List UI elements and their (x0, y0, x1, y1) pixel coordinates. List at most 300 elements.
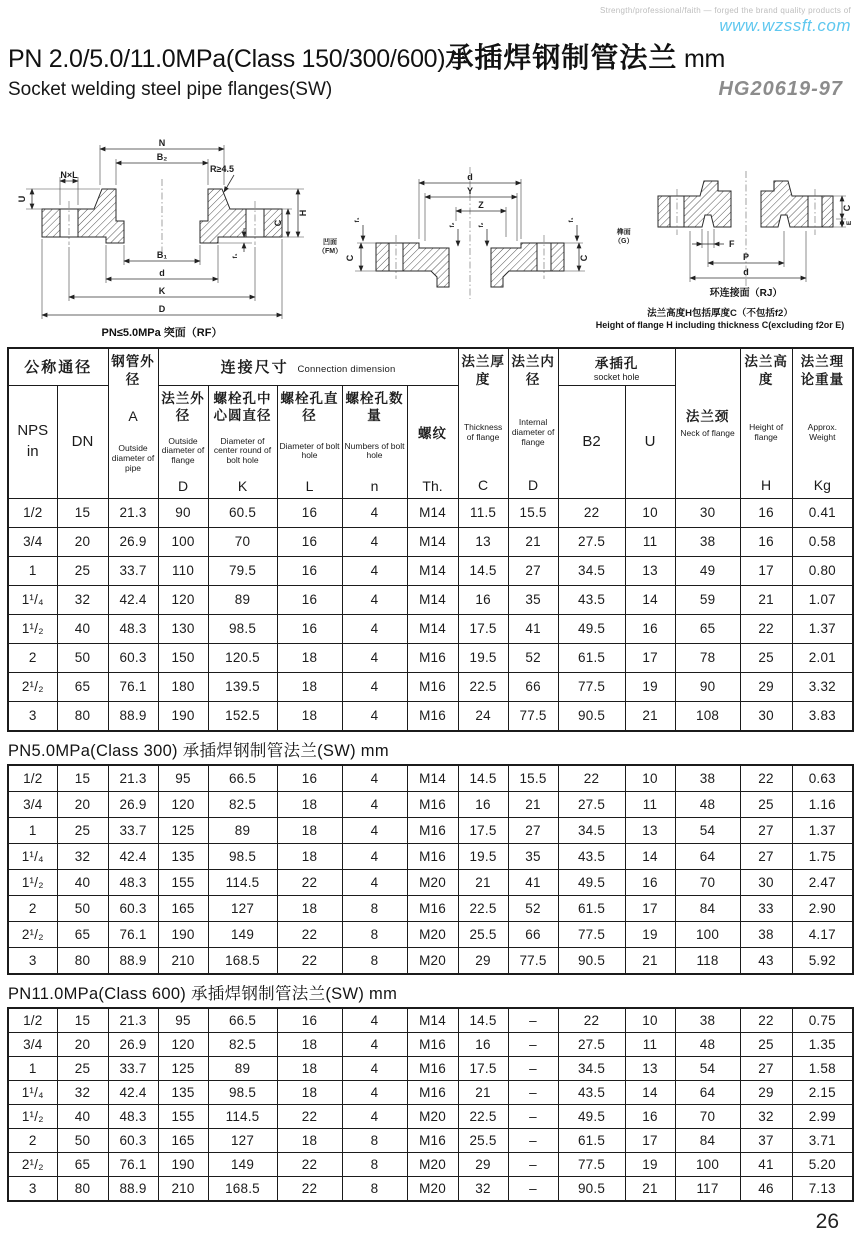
table-cell: 135 (158, 1080, 208, 1104)
table-cell: 1.75 (792, 843, 853, 869)
table-cell: 27 (740, 843, 792, 869)
dim-r-label: R≥4.5 (210, 163, 234, 174)
title-cjk: 承插焊钢制管法兰 (445, 42, 678, 73)
table-cell: 35 (508, 843, 558, 869)
watermark-tagline: Strength/professional/faith — forged the brand quality products of (599, 6, 851, 15)
table-cell: 22 (277, 1176, 342, 1201)
page-number: 26 (815, 1209, 839, 1233)
table-cell: 1.07 (792, 585, 853, 614)
table-cell: 33.7 (108, 817, 158, 843)
drawing-rf-flange-section (12, 129, 312, 344)
rj-hatched-body (658, 181, 833, 227)
header-nominal-diameter: 公称通径 (8, 348, 108, 386)
table-cell: 4 (342, 843, 407, 869)
table-cell: 59 (675, 585, 740, 614)
table-cell: 4 (342, 643, 407, 672)
table-cell: 100 (675, 921, 740, 947)
table-cell: 3 (8, 1176, 57, 1201)
table-cell: 8 (342, 1152, 407, 1176)
header-bolt-hole-diameter: 螺栓孔直径 Diameter of bolt hole L (277, 385, 342, 498)
table-cell: 21 (508, 791, 558, 817)
section-title-pn110: PN11.0MPa(Class 600) 承插焊钢制管法兰(SW) mm (8, 984, 398, 1003)
table-cell: 190 (158, 1152, 208, 1176)
table-cell: 18 (277, 817, 342, 843)
header-dn: DN (57, 385, 108, 498)
table-cell: – (508, 1080, 558, 1104)
table-cell: 18 (277, 701, 342, 731)
table-cell: 5.20 (792, 1152, 853, 1176)
table-cell: 2 (8, 1128, 57, 1152)
table-cell: 26.9 (108, 791, 158, 817)
table-cell: 66.5 (208, 765, 277, 792)
table-cell: 2.47 (792, 869, 853, 895)
table-cell: 16 (625, 869, 675, 895)
header-bolt-number: 螺栓孔数量 Numbers of bolt hole n (342, 385, 407, 498)
table-cell: 10 (625, 765, 675, 792)
table-cell: 32 (57, 843, 108, 869)
table-cell: 18 (277, 1056, 342, 1080)
table-cell: 48 (675, 791, 740, 817)
header-bolt-circle: 螺栓孔中心圆直径 Diameter of center round of bolt hole K (208, 385, 277, 498)
table-cell: 42.4 (108, 843, 158, 869)
header-socket-hole: 承插孔 socket hole (558, 348, 675, 386)
table-cell: 64 (675, 843, 740, 869)
table-cell: 41 (508, 614, 558, 643)
table-cell: M14 (407, 614, 458, 643)
table-cell: M16 (407, 1080, 458, 1104)
table-cell: 149 (208, 1152, 277, 1176)
table-cell: 27 (508, 817, 558, 843)
table-cell: 76.1 (108, 672, 158, 701)
table-cell: 46 (740, 1176, 792, 1201)
table-cell: 4 (342, 585, 407, 614)
dim-d-label: d (743, 266, 749, 277)
drawing-rj-flange-section (646, 141, 855, 301)
table-cell: 43 (740, 947, 792, 974)
table-row (8, 1056, 853, 1080)
table-cell: 100 (158, 527, 208, 556)
website-url: www.wzssft.com (719, 16, 851, 35)
table-cell: 2 (8, 643, 57, 672)
table-cell: 22 (277, 1104, 342, 1128)
table-cell: 16 (458, 585, 508, 614)
table-cell: 80 (57, 1176, 108, 1201)
table-cell: 1¹/₄ (8, 1080, 57, 1104)
table-row (8, 947, 853, 974)
rj-caption: 环连接面（RJ） (709, 287, 783, 299)
table-cell: 70 (208, 527, 277, 556)
table-cell: 1¹/₂ (8, 869, 57, 895)
table-cell: M16 (407, 1128, 458, 1152)
table-cell: 10 (625, 1008, 675, 1033)
table-cell: 25.5 (458, 921, 508, 947)
dim-k-label: K (158, 285, 166, 296)
table-cell: 118 (675, 947, 740, 974)
table-cell: 40 (57, 869, 108, 895)
table-cell: 11 (625, 791, 675, 817)
table-cell: 14.5 (458, 1008, 508, 1033)
table-cell: M20 (407, 921, 458, 947)
table-cell: 18 (277, 791, 342, 817)
header-b2: B2 (558, 385, 625, 498)
table-row (8, 817, 853, 843)
table-cell: 25 (740, 1032, 792, 1056)
table-cell: 3/4 (8, 1032, 57, 1056)
table-cell: 98.5 (208, 614, 277, 643)
table-cell: 16 (277, 527, 342, 556)
table-cell: 49.5 (558, 1104, 625, 1128)
table-cell: 65 (675, 614, 740, 643)
table-cell: 95 (158, 1008, 208, 1033)
table-cell: 1.35 (792, 1032, 853, 1056)
table-cell: 22 (558, 498, 625, 527)
table-cell: 16 (277, 1008, 342, 1033)
table-cell: 3 (8, 947, 57, 974)
table-cell: 16 (277, 585, 342, 614)
table-cell: 14 (625, 585, 675, 614)
table-cell: 21.3 (108, 1008, 158, 1033)
table-cell: 150 (158, 643, 208, 672)
table-cell: 0.58 (792, 527, 853, 556)
table-cell: 1¹/₄ (8, 843, 57, 869)
table-cell: 155 (158, 1104, 208, 1128)
table-cell: 30 (740, 869, 792, 895)
table-cell: 4 (342, 1008, 407, 1033)
table-cell: 10 (625, 498, 675, 527)
table-cell: 29 (458, 947, 508, 974)
table-cell: 30 (740, 701, 792, 731)
table-cell: 79.5 (208, 556, 277, 585)
table-cell: 40 (57, 614, 108, 643)
table-cell: 60.3 (108, 895, 158, 921)
header-flange-thickness: 法兰厚度 Thickness of flange C (458, 348, 508, 499)
table-cell: 16 (458, 791, 508, 817)
table-cell: M14 (407, 765, 458, 792)
table-cell: 1 (8, 817, 57, 843)
table-cell: 29 (458, 1152, 508, 1176)
table-cell: 8 (342, 895, 407, 921)
table-cell: 40 (57, 1104, 108, 1128)
table-cell: 8 (342, 1128, 407, 1152)
table-cell: 130 (158, 614, 208, 643)
table-cell: 18 (277, 895, 342, 921)
table-cell: 4 (342, 614, 407, 643)
table-cell: M16 (407, 895, 458, 921)
dim-d-label: d (159, 267, 165, 278)
table-cell: 89 (208, 817, 277, 843)
table-cell: 84 (675, 895, 740, 921)
table-cell: 16 (277, 556, 342, 585)
page-title (8, 43, 851, 74)
table-cell: 2.15 (792, 1080, 853, 1104)
table-cell: 190 (158, 921, 208, 947)
watermark (6, 6, 851, 36)
table-cell: 27.5 (558, 527, 625, 556)
table-cell: 37 (740, 1128, 792, 1152)
table-cell: 98.5 (208, 843, 277, 869)
table-cell: 0.75 (792, 1008, 853, 1033)
table-cell: 22 (740, 765, 792, 792)
table-row (8, 791, 853, 817)
table-cell: 27.5 (558, 1032, 625, 1056)
table-cell: 21 (458, 1080, 508, 1104)
table-cell: 33.7 (108, 556, 158, 585)
table-cell: 16 (277, 614, 342, 643)
table-cell: 125 (158, 1056, 208, 1080)
table-cell: 4 (342, 701, 407, 731)
table-row (8, 614, 853, 643)
title-unit: mm (677, 45, 726, 73)
table-cell: 34.5 (558, 1056, 625, 1080)
table-row (8, 643, 853, 672)
title-latin: PN 2.0/5.0/11.0MPa(Class 150/300/600) (8, 45, 446, 73)
table-cell: 5.92 (792, 947, 853, 974)
table-cell: 108 (675, 701, 740, 731)
table-cell: 38 (675, 765, 740, 792)
dim-nxl-label: N×L (60, 169, 78, 180)
table-cell: 33.7 (108, 1056, 158, 1080)
table-cell: 22 (740, 1008, 792, 1033)
table-row (8, 498, 853, 527)
table-cell: 34.5 (558, 817, 625, 843)
table-cell: 41 (508, 869, 558, 895)
table-cell: 120 (158, 1032, 208, 1056)
table-cell: M20 (407, 1152, 458, 1176)
dim-h-label: H (298, 209, 308, 217)
table-cell: 1 (8, 556, 57, 585)
table-cell: 168.5 (208, 947, 277, 974)
table-cell: 15 (57, 498, 108, 527)
table-cell: 78 (675, 643, 740, 672)
dim-p-label: P (742, 251, 750, 262)
table-cell: 18 (277, 843, 342, 869)
table-cell: 110 (158, 556, 208, 585)
table-cell: 1¹/₂ (8, 614, 57, 643)
table-cell: 76.1 (108, 921, 158, 947)
table-cell: 165 (158, 1128, 208, 1152)
table-cell: 117 (675, 1176, 740, 1201)
table-cell: 3.83 (792, 701, 853, 731)
table-cell: 65 (57, 921, 108, 947)
table-cell: 22.5 (458, 672, 508, 701)
table-cell: 114.5 (208, 869, 277, 895)
table-cell: 61.5 (558, 1128, 625, 1152)
table-cell: 22 (740, 614, 792, 643)
table-cell: 22.5 (458, 1104, 508, 1128)
table-cell: 16 (458, 1032, 508, 1056)
table-cell: 54 (675, 817, 740, 843)
table-cell: 14.5 (458, 556, 508, 585)
table-cell: 77.5 (558, 672, 625, 701)
table-cell: 29 (740, 672, 792, 701)
table-cell: 139.5 (208, 672, 277, 701)
table-cell: 22.5 (458, 895, 508, 921)
table-cell: 22 (277, 869, 342, 895)
table-cell: 2.99 (792, 1104, 853, 1128)
table-cell: M14 (407, 556, 458, 585)
table-cell: – (508, 1008, 558, 1033)
table-row (8, 527, 853, 556)
table-cell: 77.5 (558, 921, 625, 947)
table-cell: M16 (407, 1032, 458, 1056)
table-cell: 16 (740, 498, 792, 527)
table-cell: 80 (57, 701, 108, 731)
table-cell: 120 (158, 791, 208, 817)
table-cell: 19 (625, 1152, 675, 1176)
table-cell: M16 (407, 672, 458, 701)
dim-f1-label: f₁ (232, 253, 239, 259)
table-cell: 4 (342, 791, 407, 817)
table-cell: 125 (158, 817, 208, 843)
dim-c-label: C (273, 219, 283, 227)
table-cell: 48 (675, 1032, 740, 1056)
table-row (8, 765, 853, 792)
dim-f1-label: f₁ (354, 217, 361, 223)
table-cell: 8 (342, 921, 407, 947)
table-cell: 210 (158, 1176, 208, 1201)
table-cell: 100 (675, 1152, 740, 1176)
table-cell: 27.5 (558, 791, 625, 817)
header-flange-neck: 法兰颈 Neck of flange (675, 348, 740, 499)
table-cell: 2¹/₂ (8, 1152, 57, 1176)
table-cell: 7.13 (792, 1176, 853, 1201)
table-cell: 3.32 (792, 672, 853, 701)
table-cell: 22 (277, 921, 342, 947)
table-cell: 95 (158, 765, 208, 792)
table-cell: 32 (57, 1080, 108, 1104)
table-cell: – (508, 1128, 558, 1152)
table-cell: 35 (508, 585, 558, 614)
table-cell: 65 (57, 1152, 108, 1176)
table-cell: 38 (675, 1008, 740, 1033)
table-cell: 89 (208, 1056, 277, 1080)
table-cell: 168.5 (208, 1176, 277, 1201)
header-connection-dimension: 连接尺寸 Connection dimension (158, 348, 458, 386)
table-cell: 61.5 (558, 895, 625, 921)
table-cell: 34.5 (558, 556, 625, 585)
table-cell: 210 (158, 947, 208, 974)
header-flange-od: 法兰外径 Outside diameter of flange D (158, 385, 208, 498)
table-cell: 19.5 (458, 643, 508, 672)
table-cell: 3.71 (792, 1128, 853, 1152)
table-cell: 27 (740, 817, 792, 843)
table-cell: 66.5 (208, 1008, 277, 1033)
table-cell: 88.9 (108, 1176, 158, 1201)
table-cell: 49.5 (558, 614, 625, 643)
table-cell: M14 (407, 527, 458, 556)
table-cell: 25.5 (458, 1128, 508, 1152)
table-cell: 4 (342, 765, 407, 792)
table-cell: 25 (57, 556, 108, 585)
table-cell: 60.3 (108, 1128, 158, 1152)
header-approx-weight: 法兰理论重量 Approx. Weight Kg (792, 348, 853, 499)
table-cell: 4 (342, 1032, 407, 1056)
table-cell: 22 (558, 765, 625, 792)
table-cell: 180 (158, 672, 208, 701)
table-cell: M16 (407, 817, 458, 843)
dim-y-label: Y (466, 185, 474, 196)
table-cell: 8 (342, 947, 407, 974)
table-cell: 42.4 (108, 1080, 158, 1104)
table-cell: 13 (458, 527, 508, 556)
table-cell: 80 (57, 947, 108, 974)
table-cell: 16 (625, 1104, 675, 1128)
table-cell: 18 (277, 1032, 342, 1056)
table-cell: 22 (558, 1008, 625, 1033)
table-cell: 17.5 (458, 1056, 508, 1080)
table-cell: 4 (342, 527, 407, 556)
table-cell: 88.9 (108, 947, 158, 974)
table-cell: 21 (508, 527, 558, 556)
table-cell: 190 (158, 701, 208, 731)
table-cell: 14.5 (458, 765, 508, 792)
table-cell: 29 (740, 1080, 792, 1104)
table-cell: 149 (208, 921, 277, 947)
table-cell: M14 (407, 498, 458, 527)
table-cell: 1.37 (792, 614, 853, 643)
table-cell: M14 (407, 1008, 458, 1033)
table-cell: 2 (8, 895, 57, 921)
header-thread: 螺纹 Th. (407, 385, 458, 498)
dim-f2-label: f₂ (449, 222, 456, 228)
table-cell: 1/2 (8, 1008, 57, 1033)
table-cell: 43.5 (558, 843, 625, 869)
table-cell: 24 (458, 701, 508, 731)
table-cell: 76.1 (108, 1152, 158, 1176)
table-cell: 1¹/₂ (8, 1104, 57, 1128)
table-cell: 88.9 (108, 701, 158, 731)
table-cell: 49 (675, 556, 740, 585)
table-cell: – (508, 1104, 558, 1128)
table-cell: 54 (675, 1056, 740, 1080)
rj-note-cn: 法兰高度H包括厚度C（不包括f2） (647, 307, 793, 319)
table-cell: 30 (675, 498, 740, 527)
table-cell: 90.5 (558, 1176, 625, 1201)
table-cell: 65 (57, 672, 108, 701)
table-cell: 16 (740, 527, 792, 556)
table-cell: 61.5 (558, 643, 625, 672)
table-row (8, 1128, 853, 1152)
table-cell: 90.5 (558, 947, 625, 974)
table-row (8, 869, 853, 895)
header-flange-height: 法兰高度 Height of flange H (740, 348, 792, 499)
table-cell: M16 (407, 701, 458, 731)
table-cell: 38 (675, 527, 740, 556)
table-cell: 13 (625, 556, 675, 585)
table-cell: M20 (407, 1104, 458, 1128)
table-cell: 52 (508, 895, 558, 921)
table-cell: 27 (508, 556, 558, 585)
table-cell: 4 (342, 1104, 407, 1128)
table-row (8, 701, 853, 731)
table-cell: 22 (277, 1152, 342, 1176)
table-cell: – (508, 1032, 558, 1056)
rj-notes (581, 305, 855, 330)
table-cell: M20 (407, 869, 458, 895)
table-cell: 135 (158, 843, 208, 869)
dim-f-label: F (729, 238, 735, 249)
table-body-pn50 (8, 765, 853, 974)
table-cell: 11 (625, 527, 675, 556)
table-cell: 48.3 (108, 869, 158, 895)
table-cell: 32 (57, 585, 108, 614)
header-flange-inner-diameter: 法兰内径 Internal diameter of flange D (508, 348, 558, 499)
dim-u-label: U (17, 195, 27, 203)
table-cell: 48.3 (108, 1104, 158, 1128)
table-cell: 26.9 (108, 527, 158, 556)
table-cell: 17 (625, 895, 675, 921)
table-cell: 66 (508, 672, 558, 701)
